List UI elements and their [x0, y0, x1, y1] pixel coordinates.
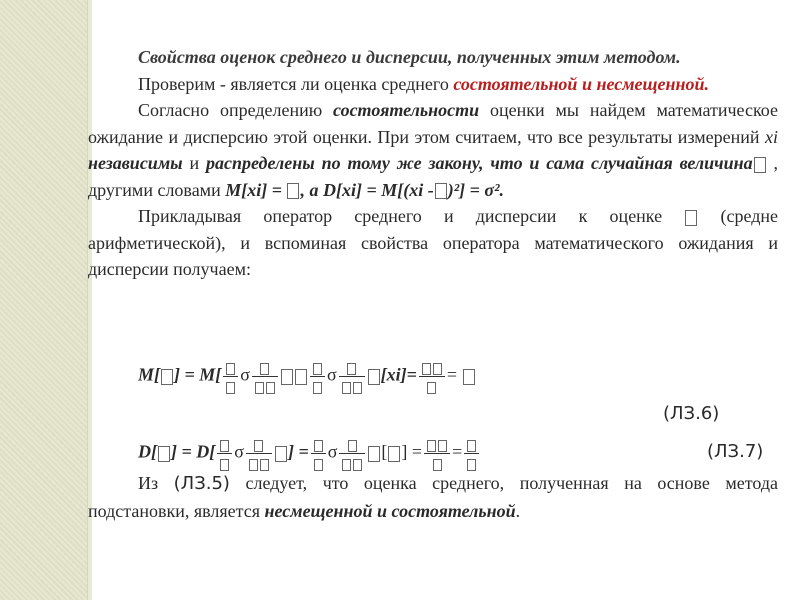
formula2-eq3: [ — [381, 441, 388, 462]
formula-mean: M[xi] = — [225, 179, 287, 200]
missing-symbol-box — [281, 369, 293, 385]
missing-symbol-box — [287, 183, 299, 199]
sigma-symbol: σ — [326, 364, 337, 385]
equation-label-6: (ЛЗ.6) — [663, 403, 720, 424]
fraction — [311, 435, 326, 472]
text-and-a: , а — [300, 179, 323, 200]
formula1-lhs: M[ — [138, 364, 160, 385]
missing-symbol-box — [388, 446, 400, 462]
fraction — [217, 435, 232, 472]
term-unbiased: несмещенной. — [596, 73, 710, 94]
fraction — [464, 435, 479, 472]
text-from: Из — [138, 473, 174, 493]
missing-symbol-box — [754, 157, 766, 173]
decorative-side-bar — [0, 0, 87, 600]
formula1-eq1: ] = M[ — [174, 364, 222, 385]
missing-symbol-box — [368, 369, 380, 385]
slide-content — [88, 44, 778, 283]
conclusion-block — [88, 470, 778, 524]
text-def-c: оценки мы найдем математическое ожидание и дисперсию этой оценки. При этом считаем, что все результаты измерений — [88, 100, 778, 147]
fraction — [246, 435, 272, 472]
paragraph-definition — [88, 97, 778, 203]
formula2-eq5: = — [452, 441, 463, 462]
equation-ref-5: (ЛЗ.5) — [173, 473, 230, 494]
fraction — [252, 358, 278, 395]
fraction — [310, 358, 325, 395]
formula2-lhs: D[ — [138, 441, 157, 462]
symbol-xi: xi — [765, 126, 778, 147]
fraction — [339, 358, 365, 395]
formula-variance-estimate — [138, 435, 481, 472]
term-consistency: состоятельности — [333, 100, 480, 120]
text-other-words: , другими словами — [88, 153, 778, 200]
paragraph-conclusion — [88, 470, 778, 524]
fraction — [339, 435, 365, 472]
missing-symbol-box — [295, 369, 307, 385]
missing-symbol-box — [275, 446, 287, 462]
term-consistent: состоятельной — [453, 73, 578, 94]
sigma-symbol: σ — [234, 441, 244, 462]
text-period: . — [515, 500, 521, 521]
missing-symbol-box — [158, 446, 170, 462]
text-apply-a: Прикладывая оператор среднего и дисперсии к оценке — [138, 206, 685, 226]
formula2-eq4: ] = — [401, 441, 423, 462]
text-and: и — [577, 73, 597, 94]
formula1-eq3: = — [446, 364, 458, 385]
formula2-eq2: ] = — [287, 441, 309, 462]
formula-mean-estimate — [138, 358, 476, 395]
term-unbiased-consistent: несмещенной и состоятельной — [264, 500, 516, 521]
text-check: Проверим - является ли оценка среднего — [138, 73, 454, 94]
text-def-a: Согласно определению — [138, 100, 334, 120]
missing-symbol-box — [435, 183, 447, 199]
slide-title: Свойства оценок среднего и дисперсии, полученных этим методом. — [138, 47, 681, 67]
fraction — [419, 358, 445, 395]
formula-variance-end: )²] = σ². — [447, 179, 504, 200]
missing-symbol-box — [161, 369, 173, 385]
missing-symbol-box — [685, 210, 697, 226]
formula-variance: D[xi] = M[(xi - — [322, 179, 434, 200]
formula2-eq1: ] = D[ — [171, 441, 216, 462]
equation-label-7: (ЛЗ.7) — [707, 441, 764, 462]
sigma-symbol: σ — [240, 364, 250, 385]
term-distributed: распределены по тому же закону, что и сама случайная величина — [206, 153, 753, 173]
paragraph-applying — [88, 203, 778, 283]
text-apply-b: (средне арифметической), и вспоминая свойства оператора математического ожидания и дисперсии получаем: — [88, 206, 779, 279]
missing-symbol-box — [463, 369, 475, 385]
formula1-eq2: = — [406, 364, 417, 385]
missing-symbol-box — [368, 446, 380, 462]
fraction — [223, 358, 238, 395]
sigma-symbol: σ — [327, 441, 338, 462]
text-follows: следует, что оценка среднего, полученная на основе метода подстановки, является — [88, 473, 778, 521]
text-and-2: и — [182, 153, 206, 173]
formula1-xi: [xi] — [380, 364, 407, 385]
fraction — [424, 435, 450, 472]
term-independent: независимы — [88, 153, 183, 173]
paragraph-check — [88, 71, 778, 98]
